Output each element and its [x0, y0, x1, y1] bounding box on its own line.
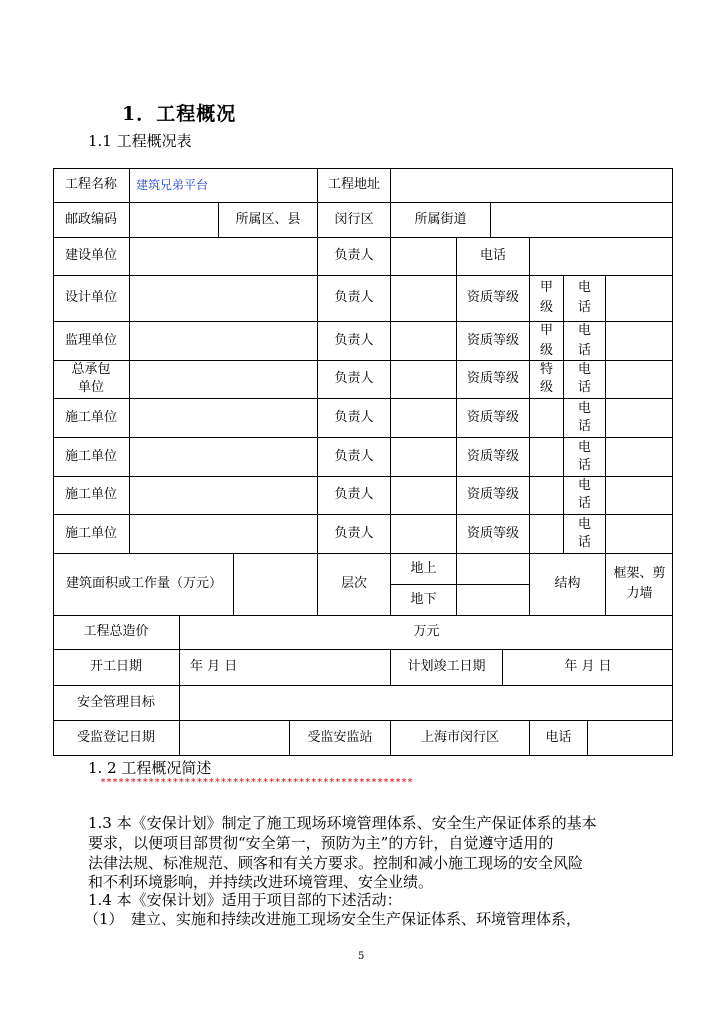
cell-grade: 特 级	[539, 362, 553, 395]
cell-phone-vertical: 电 话	[577, 516, 591, 550]
section-1-2-heading: 1. 2 工程概况简述	[88, 759, 212, 777]
paragraph-line: （1） 建立、实施和持续改进施工现场安全生产保证体系、环境管理体系，	[84, 910, 582, 928]
cell-postal-code-label: 邮政编码	[64, 211, 117, 227]
cell-start-date-label: 开工日期	[89, 659, 142, 674]
cell-floors-label: 层次	[340, 576, 367, 591]
cell-total-cost-label: 工程总造价	[83, 624, 149, 639]
cell-phone-vertical: 电 话	[577, 322, 591, 358]
cell-structure-label: 结构	[554, 576, 581, 591]
cell-project-name-value: 建筑兄弟平台	[136, 178, 209, 192]
cell-phone-vertical: 电 话	[577, 400, 591, 434]
cell-phone-vertical: 电 话	[577, 362, 591, 395]
paragraph-line: 法律法规、标准规范、顾客和有关方要求。控制和减小施工现场的安全风险	[88, 854, 584, 872]
cell-planned-completion-label: 计划竣工日期	[407, 659, 486, 674]
cell-build-unit-label: 建设单位	[64, 248, 117, 263]
placeholder-stars: ****************************************************	[100, 777, 414, 788]
paragraph-line: 1.3 本《安保计划》制定了施工现场环境管理体系、安全生产保证体系的基本	[88, 814, 597, 832]
cell-person-in-charge: 负责人	[334, 371, 374, 386]
paragraph-line: 1.4 本《安保计划》适用于项目部的下述活动：	[88, 891, 402, 909]
cell-grade: 甲 级	[539, 280, 553, 315]
cell-qualification-label: 资质等级	[466, 409, 519, 425]
cell-registration-date-label: 受监登记日期	[76, 729, 155, 745]
cell-qualification-label: 资质等级	[466, 371, 519, 386]
cell-safety-goal-label: 安全管理目标	[76, 694, 155, 710]
cell-person-in-charge: 负责人	[334, 290, 374, 305]
cell-person-in-charge: 负责人	[334, 525, 374, 541]
cell-construction-unit-label: 施工单位	[64, 448, 117, 464]
cell-street-label: 所属街道	[414, 211, 467, 227]
cell-person-in-charge: 负责人	[334, 332, 374, 348]
cell-design-unit-label: 设计单位	[64, 290, 117, 305]
cell-construction-unit-label: 施工单位	[64, 525, 117, 541]
cell-total-cost-unit: 万元	[413, 624, 440, 639]
table-rule	[529, 237, 530, 276]
cell-qualification-label: 资质等级	[466, 525, 519, 541]
cell-phone-label: 电话	[479, 248, 506, 263]
cell-phone-label: 电话	[545, 729, 572, 745]
cell-construction-unit-label: 施工单位	[64, 409, 117, 425]
cell-supervision-station-value: 上海市闵行区	[420, 729, 499, 745]
cell-area-label: 建筑面积或工作量（万元）	[66, 576, 223, 591]
cell-supervise-unit-label: 监理单位	[64, 332, 117, 348]
cell-district-label: 所属区、县	[235, 211, 301, 227]
page-number: 5	[358, 951, 365, 962]
table-rule	[456, 553, 457, 615]
cell-supervision-station-label: 受监安监站	[307, 729, 373, 745]
table-rule	[587, 720, 588, 755]
cell-project-name-label: 工程名称	[64, 177, 117, 192]
paragraph-line: 和不利环境影响，并持续改进环境管理、安全业绩。	[88, 873, 434, 891]
cell-above-ground: 地上	[410, 560, 437, 576]
cell-phone-vertical: 电 话	[577, 439, 591, 473]
table-rule	[390, 237, 391, 553]
cell-person-in-charge: 负责人	[334, 248, 374, 263]
cell-qualification-label: 资质等级	[466, 487, 519, 502]
table-rule	[233, 553, 234, 615]
cell-district-value: 闵行区	[334, 211, 374, 227]
cell-planned-completion-value: 年 月 日	[564, 659, 612, 674]
cell-phone-vertical: 电 话	[577, 280, 591, 315]
cell-qualification-label: 资质等级	[466, 448, 519, 464]
table-rule	[605, 275, 606, 553]
cell-person-in-charge: 负责人	[334, 487, 374, 502]
cell-person-in-charge: 负责人	[334, 409, 374, 425]
cell-structure-value: 框架、剪力墙	[613, 566, 666, 601]
paragraph-line: 要求，以便项目部贯彻“安全第一，预防为主”的方针，自觉遵守适用的	[88, 834, 554, 852]
cell-phone-vertical: 电 话	[577, 478, 591, 511]
cell-below-ground: 地下	[410, 592, 437, 607]
cell-grade: 甲 级	[539, 322, 553, 358]
table-caption: 1.1 工程概况表	[88, 132, 192, 150]
cell-project-address-label: 工程地址	[327, 177, 380, 192]
cell-construction-unit-label: 施工单位	[64, 487, 117, 502]
cell-general-contractor-label: 总承包 单位	[71, 362, 111, 395]
cell-qualification-label: 资质等级	[466, 332, 519, 348]
cell-person-in-charge: 负责人	[334, 448, 374, 464]
table-rule	[390, 168, 391, 203]
table-rule	[490, 202, 491, 238]
cell-start-date-value: 年 月 日	[190, 659, 238, 674]
section-heading: 1．工程概况	[122, 103, 237, 125]
cell-qualification-label: 资质等级	[466, 290, 519, 305]
table-rule	[129, 168, 130, 553]
